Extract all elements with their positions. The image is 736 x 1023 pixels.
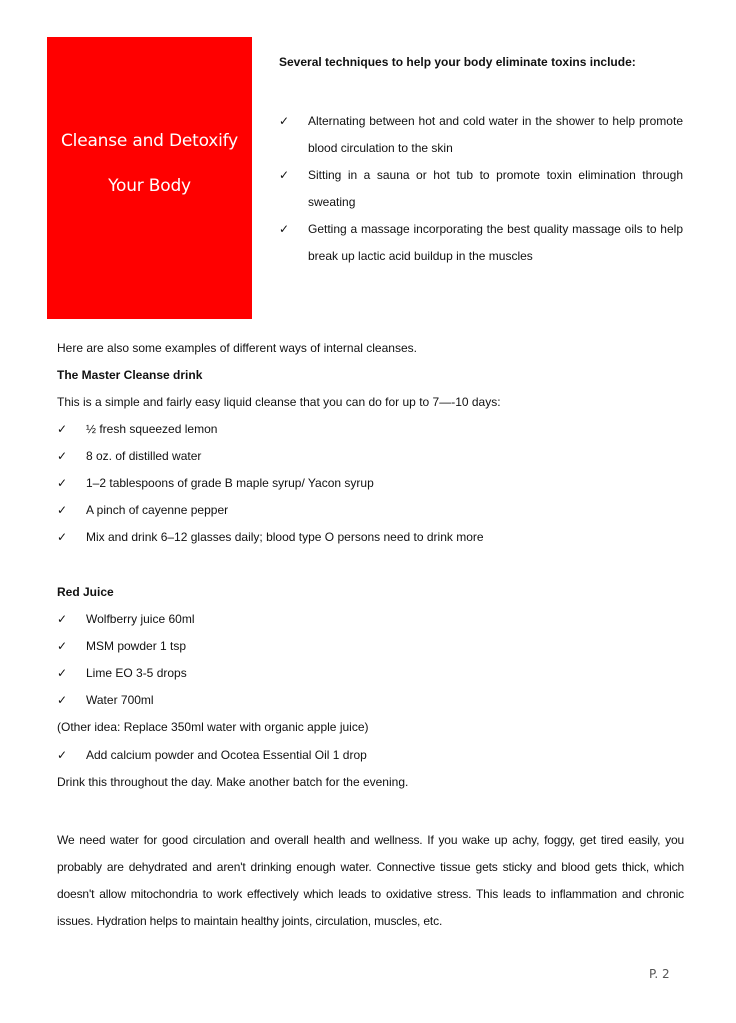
list-item-text: Water 700ml (86, 693, 154, 707)
list-item-text: Alternating between hot and cold water in the shower to help promote blood circulation to the skin (308, 114, 683, 155)
checkmark-icon: ✓ (279, 222, 290, 236)
cover-title-box (47, 37, 252, 319)
checkmark-icon: ✓ (57, 503, 68, 517)
list-item-text: ½ fresh squeezed lemon (86, 422, 218, 436)
list-item (279, 108, 683, 162)
list-item-text: Mix and drink 6–12 glasses daily; blood type O persons need to drink more (86, 530, 484, 544)
checkmark-icon: ✓ (57, 530, 68, 544)
techniques-list (279, 108, 683, 270)
list-item-text: Wolfberry juice 60ml (86, 612, 195, 626)
checkmark-icon: ✓ (279, 168, 290, 182)
list-item-text: Lime EO 3-5 drops (86, 666, 187, 680)
list-item (279, 216, 683, 270)
internal-cleanses-intro: Here are also some examples of different ways of internal cleanses. (57, 341, 417, 355)
checkmark-icon: ✓ (57, 639, 68, 653)
checkmark-icon: ✓ (57, 476, 68, 490)
hydration-paragraph: We need water for good circulation and overall health and wellness. If you wake up achy, foggy, get tired easily, you probably are dehydrated and aren't drinking enough water. Connective tissue gets sticky and blood gets thick, which doesn't allow mitochondria to work effectively which leads to oxidative stress. This leads to inflammation and chronic issues. Hydration helps to maintain healthy joints, circulation, muscles, etc. (57, 833, 684, 928)
other-idea-note: (Other idea: Replace 350ml water with organic apple juice) (57, 720, 369, 734)
checkmark-icon: ✓ (57, 449, 68, 463)
list-item-text: MSM powder 1 tsp (86, 639, 187, 653)
list-item-text: A pinch of cayenne pepper (86, 503, 229, 517)
checkmark-icon: ✓ (57, 693, 68, 707)
list-item-text: 1–2 tablespoons of grade B maple syrup/ Yacon syrup (86, 476, 374, 490)
list-item-text: Sitting in a sauna or hot tub to promote toxin elimination through sweating (308, 168, 683, 209)
checkmark-icon: ✓ (57, 666, 68, 680)
page-number: P. 2 (649, 967, 670, 981)
cover-title-line-2: Your Body (108, 176, 191, 196)
checkmark-icon: ✓ (57, 612, 68, 626)
cover-title-line-1: Cleanse and Detoxify (61, 131, 238, 151)
checkmark-icon: ✓ (279, 114, 290, 128)
techniques-heading: Several techniques to help your body eliminate toxins include: (279, 55, 636, 69)
red-juice-closing: Drink this throughout the day. Make another batch for the evening. (57, 775, 409, 789)
checkmark-icon: ✓ (57, 422, 68, 436)
master-cleanse-description: This is a simple and fairly easy liquid cleanse that you can do for up to 7—-10 days: (57, 395, 501, 409)
master-cleanse-heading: The Master Cleanse drink (57, 368, 203, 382)
list-item-text: 8 oz. of distilled water (86, 449, 202, 463)
list-item (279, 162, 683, 216)
checkmark-icon: ✓ (57, 748, 68, 762)
list-item-text: Getting a massage incorporating the best quality massage oils to help break up lactic acid buildup in the muscles (308, 222, 683, 263)
list-item-text: Add calcium powder and Ocotea Essential Oil 1 drop (86, 748, 367, 762)
red-juice-heading: Red Juice (57, 585, 114, 599)
